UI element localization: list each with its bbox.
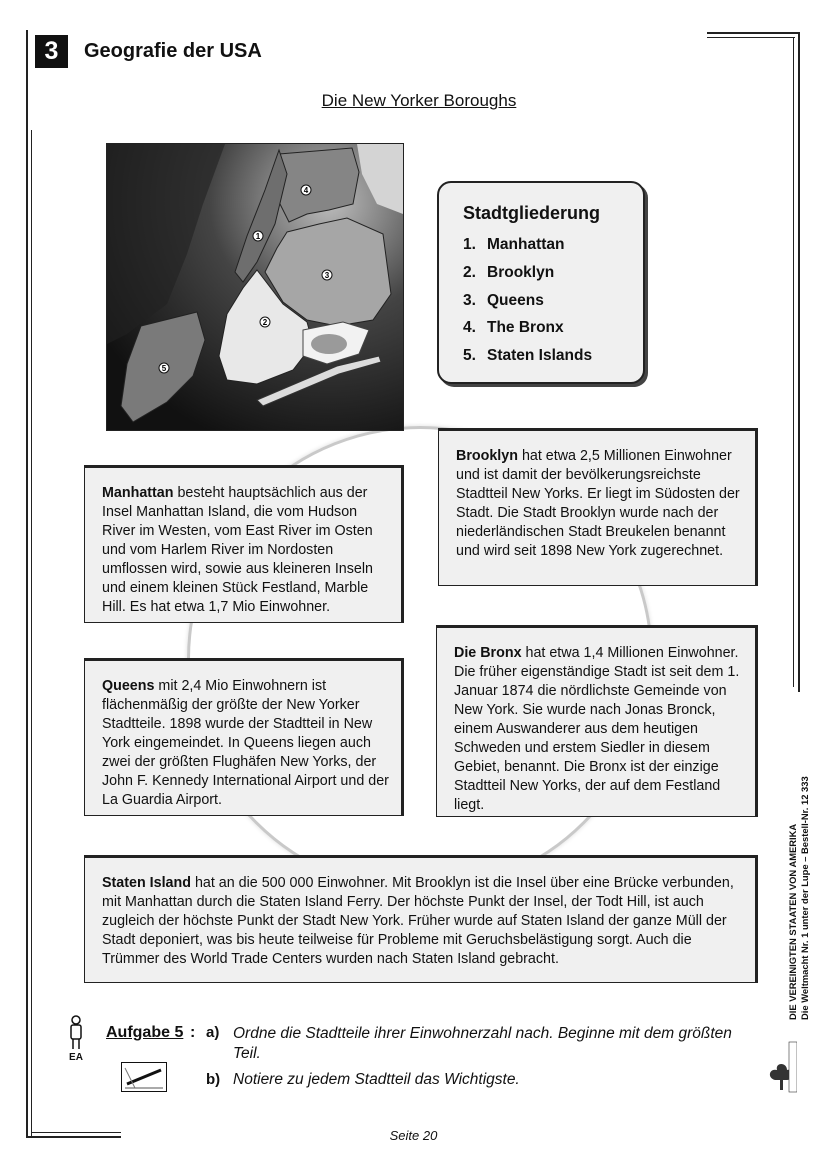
box-text: hat an die 500 000 Einwohner. Mit Brooklyn ist die Insel über eine Brücke verbunden, mit Manhattan durch die Staten Island Ferry. Der höchste Punkt der Insel, der Todt Hill, ist auch zugleich der höchste Punkt der Stadt New York. Früher wurde auf Staten Island der ganze Müll der Stadt deponiert, was bis heute teilweise für Probleme mit Geruchsbelästigung sorgt. Auch die Trümmer des World Trade Centers wurden nach Staten Island gebracht. (102, 875, 734, 967)
task-label: Aufgabe 5 (106, 1024, 184, 1041)
frame-line (26, 30, 28, 1138)
legend-item (463, 259, 592, 287)
staten-island-box (84, 855, 758, 983)
legend-item-name: The Bronx (487, 319, 564, 337)
map-marker-5: 5 (161, 364, 167, 373)
side-text-line-2: Die Weltmacht Nr. 1 unter der Lupe – Bestell-Nr. 12 333 (799, 776, 810, 1020)
legend-item-num: 4. (463, 319, 476, 337)
legend-item-name: Queens (487, 291, 544, 309)
task-b-marker: b) (206, 1071, 221, 1088)
legend-item-num: 3. (463, 291, 476, 309)
publisher-logo (767, 1040, 797, 1100)
legend-item-name: Brooklyn (487, 263, 555, 281)
task-a-marker: a) (206, 1024, 220, 1041)
map-marker-3: 3 (324, 271, 330, 280)
box-text: hat etwa 2,5 Millionen Einwohner und ist damit der bevölkerungsreichste Stadtteil New Yorks. Er liegt im Südosten der Stadt. Die Stadt Brooklyn wurde nach der niederländischen Stadt Breukelen benannt und wird seit 1898 New York zugerechnet. (456, 448, 740, 559)
box-heading: Brooklyn (456, 448, 518, 464)
side-publication-text (787, 776, 811, 1020)
legend-item (463, 287, 592, 315)
brooklyn-box (438, 428, 758, 586)
queens-box (84, 658, 404, 816)
page-number: Seite 20 (389, 1128, 438, 1143)
legend-title: Stadtgliederung (463, 203, 601, 223)
legend-box (437, 181, 645, 384)
task-colon: : (190, 1024, 196, 1041)
task-a-text: Ordne die Stadtteile ihrer Einwohnerzahl nach. Beginne mit dem größten Teil. (233, 1025, 732, 1062)
bronx-box (436, 625, 758, 817)
map-marker-4: 4 (303, 186, 309, 195)
legend-list (463, 231, 592, 370)
chapter-number: 3 (35, 35, 68, 68)
frame-line (707, 37, 795, 38)
writing-icon (121, 1062, 167, 1097)
box-text: besteht hauptsächlich aus der Insel Manhattan Island, die vom Hudson River im Westen, vom East River im Osten und vom Harlem River im Nordosten umflossen wird, sowie aus kleineren Inseln und einem kleinen Stück Festland, Marble Hill. Es hat etwa 1,7 Mio Einwohner. (102, 485, 373, 615)
person-icon (66, 1015, 86, 1056)
legend-item-num: 1. (463, 236, 476, 253)
box-text: hat etwa 1,4 Millionen Einwohner. Die früher eigenständige Stadt ist seit dem 1. Januar 1874 die nördlichste Gemeinde von New York. Sie wurde nach Jonas Bronck, einem Auswanderer aus dem heutigen Schweden und erstem Siedler in diesem Gebiet, benannt. Die Bronx ist der einzige Stadtteil New Yorks, der auf dem Festland liegt. (454, 645, 740, 813)
boroughs-map (106, 143, 404, 431)
box-heading: Manhattan (102, 485, 174, 501)
frame-line (793, 37, 794, 687)
legend-item-num: 2. (463, 263, 476, 281)
ea-label: EA (69, 1052, 83, 1063)
page-subtitle: Die New Yorker Boroughs (321, 91, 517, 110)
box-heading: Queens (102, 678, 155, 694)
legend-item-name: Staten Islands (487, 347, 593, 365)
manhattan-box (84, 465, 404, 623)
legend-item (463, 314, 592, 342)
legend-item (463, 342, 592, 370)
legend-item-num: 5. (463, 347, 476, 365)
box-heading: Staten Island (102, 875, 191, 891)
frame-line (707, 32, 800, 34)
frame-line (798, 32, 800, 692)
side-text-line-1: DIE VEREINIGTEN STAATEN VON AMERIKA (787, 823, 798, 1020)
map-marker-2: 2 (262, 318, 268, 327)
box-heading: Die Bronx (454, 645, 522, 661)
legend-item-name: Manhattan (487, 236, 565, 253)
task-b-text: Notiere zu jedem Stadtteil das Wichtigste. (233, 1071, 520, 1088)
chapter-title: Geografie der USA (84, 40, 262, 62)
map-marker-1: 1 (255, 232, 261, 241)
box-text: mit 2,4 Mio Einwohnern ist flächenmäßig der größte der New Yorker Stadtteile. 1898 wurde der Stadtteil in New York eingemeindet. In Queens liegen auch zwei der größten Flughäfen New Yorks, der John F. Kennedy International Airport und der La Guardia Airport. (102, 678, 389, 808)
frame-line (31, 130, 32, 1136)
legend-item (463, 231, 592, 259)
